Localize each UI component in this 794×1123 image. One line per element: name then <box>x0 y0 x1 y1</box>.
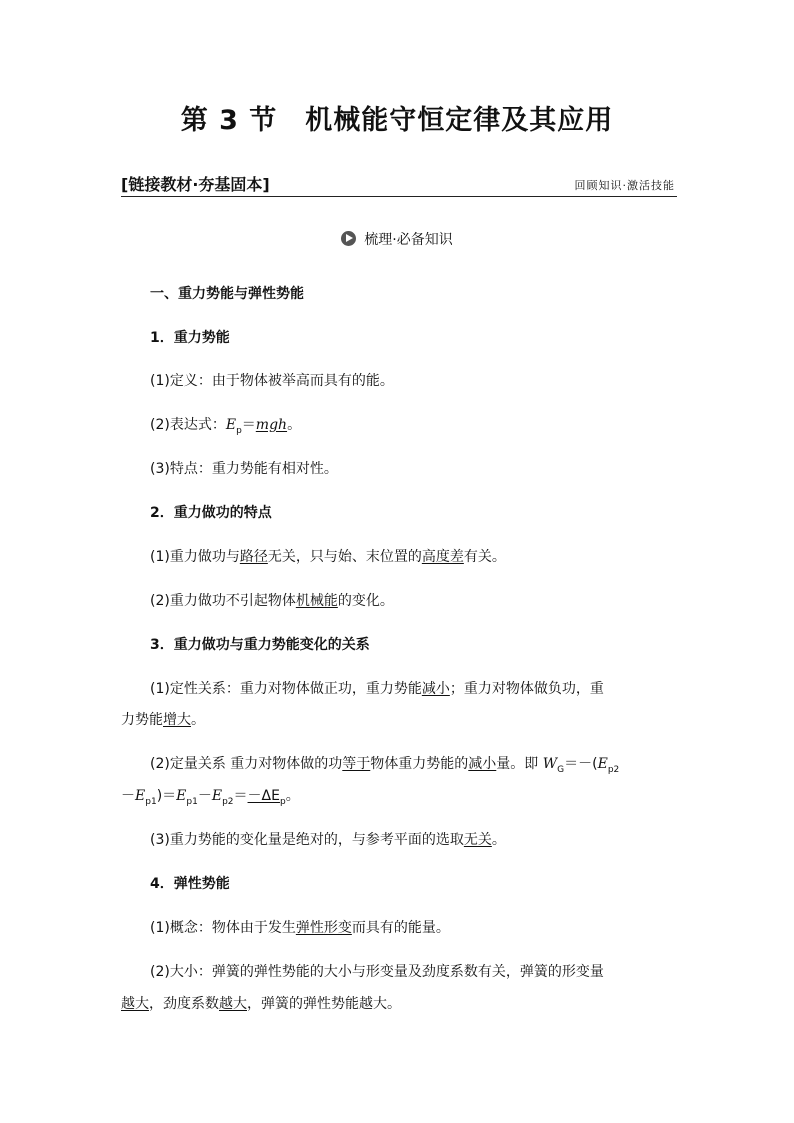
paragraph: (2)重力做功不引起物体机械能的变化。 <box>150 593 394 609</box>
paragraph: (2)表达式：$E_p=mgh$。 <box>150 417 302 436</box>
paragraph: (2)大小：弹簧的弹性势能的大小与形变量及劲度系数有关，弹簧的形变量 <box>150 964 604 980</box>
banner-left-label: [链接教材·夯基固本] <box>121 175 270 194</box>
subheading-4: 4．弹性势能 <box>150 876 230 892</box>
paragraph: 力势能增大。 <box>121 712 205 728</box>
paragraph: (2)定量关系 重力对物体做的功等于物体重力势能的减小量。即 $W_G=-(E_{p2}$ <box>150 756 620 775</box>
paragraph: 越大，劲度系数越大，弹簧的弹性势能越大。 <box>121 996 401 1012</box>
paragraph: (1)定性关系：重力对物体做正功，重力势能减小；重力对物体做负功，重 <box>150 681 604 697</box>
paragraph: (3)重力势能的变化量是绝对的，与参考平面的选取无关。 <box>150 832 506 848</box>
page-title: 第 3 节 机械能守恒定律及其应用 <box>180 105 614 136</box>
subheading-1: 1．重力势能 <box>150 330 230 346</box>
paragraph: (1)定义：由于物体被举高而具有的能。 <box>150 373 394 389</box>
paragraph: (1)重力做功与路径无关，只与始、末位置的高度差有关。 <box>150 549 506 565</box>
subheading-2: 2．重力做功的特点 <box>150 505 272 521</box>
heading-1: 一、重力势能与弹性势能 <box>150 286 304 302</box>
section-banner <box>121 170 677 197</box>
play-icon <box>341 231 356 246</box>
paragraph: (1)概念：物体由于发生弹性形变而具有的能量。 <box>150 920 450 936</box>
paragraph: (3)特点：重力势能有相对性。 <box>150 461 338 477</box>
section-heading <box>0 229 794 249</box>
banner-right-label: 回顾知识·激活技能 <box>574 179 675 192</box>
section-heading-text: 梳理·必备知识 <box>364 232 453 248</box>
subheading-3: 3．重力做功与重力势能变化的关系 <box>150 637 370 653</box>
paragraph: $-E_{p1})=E_{p1}-E_{p2}=-\Delta E_p$。 <box>121 788 300 807</box>
